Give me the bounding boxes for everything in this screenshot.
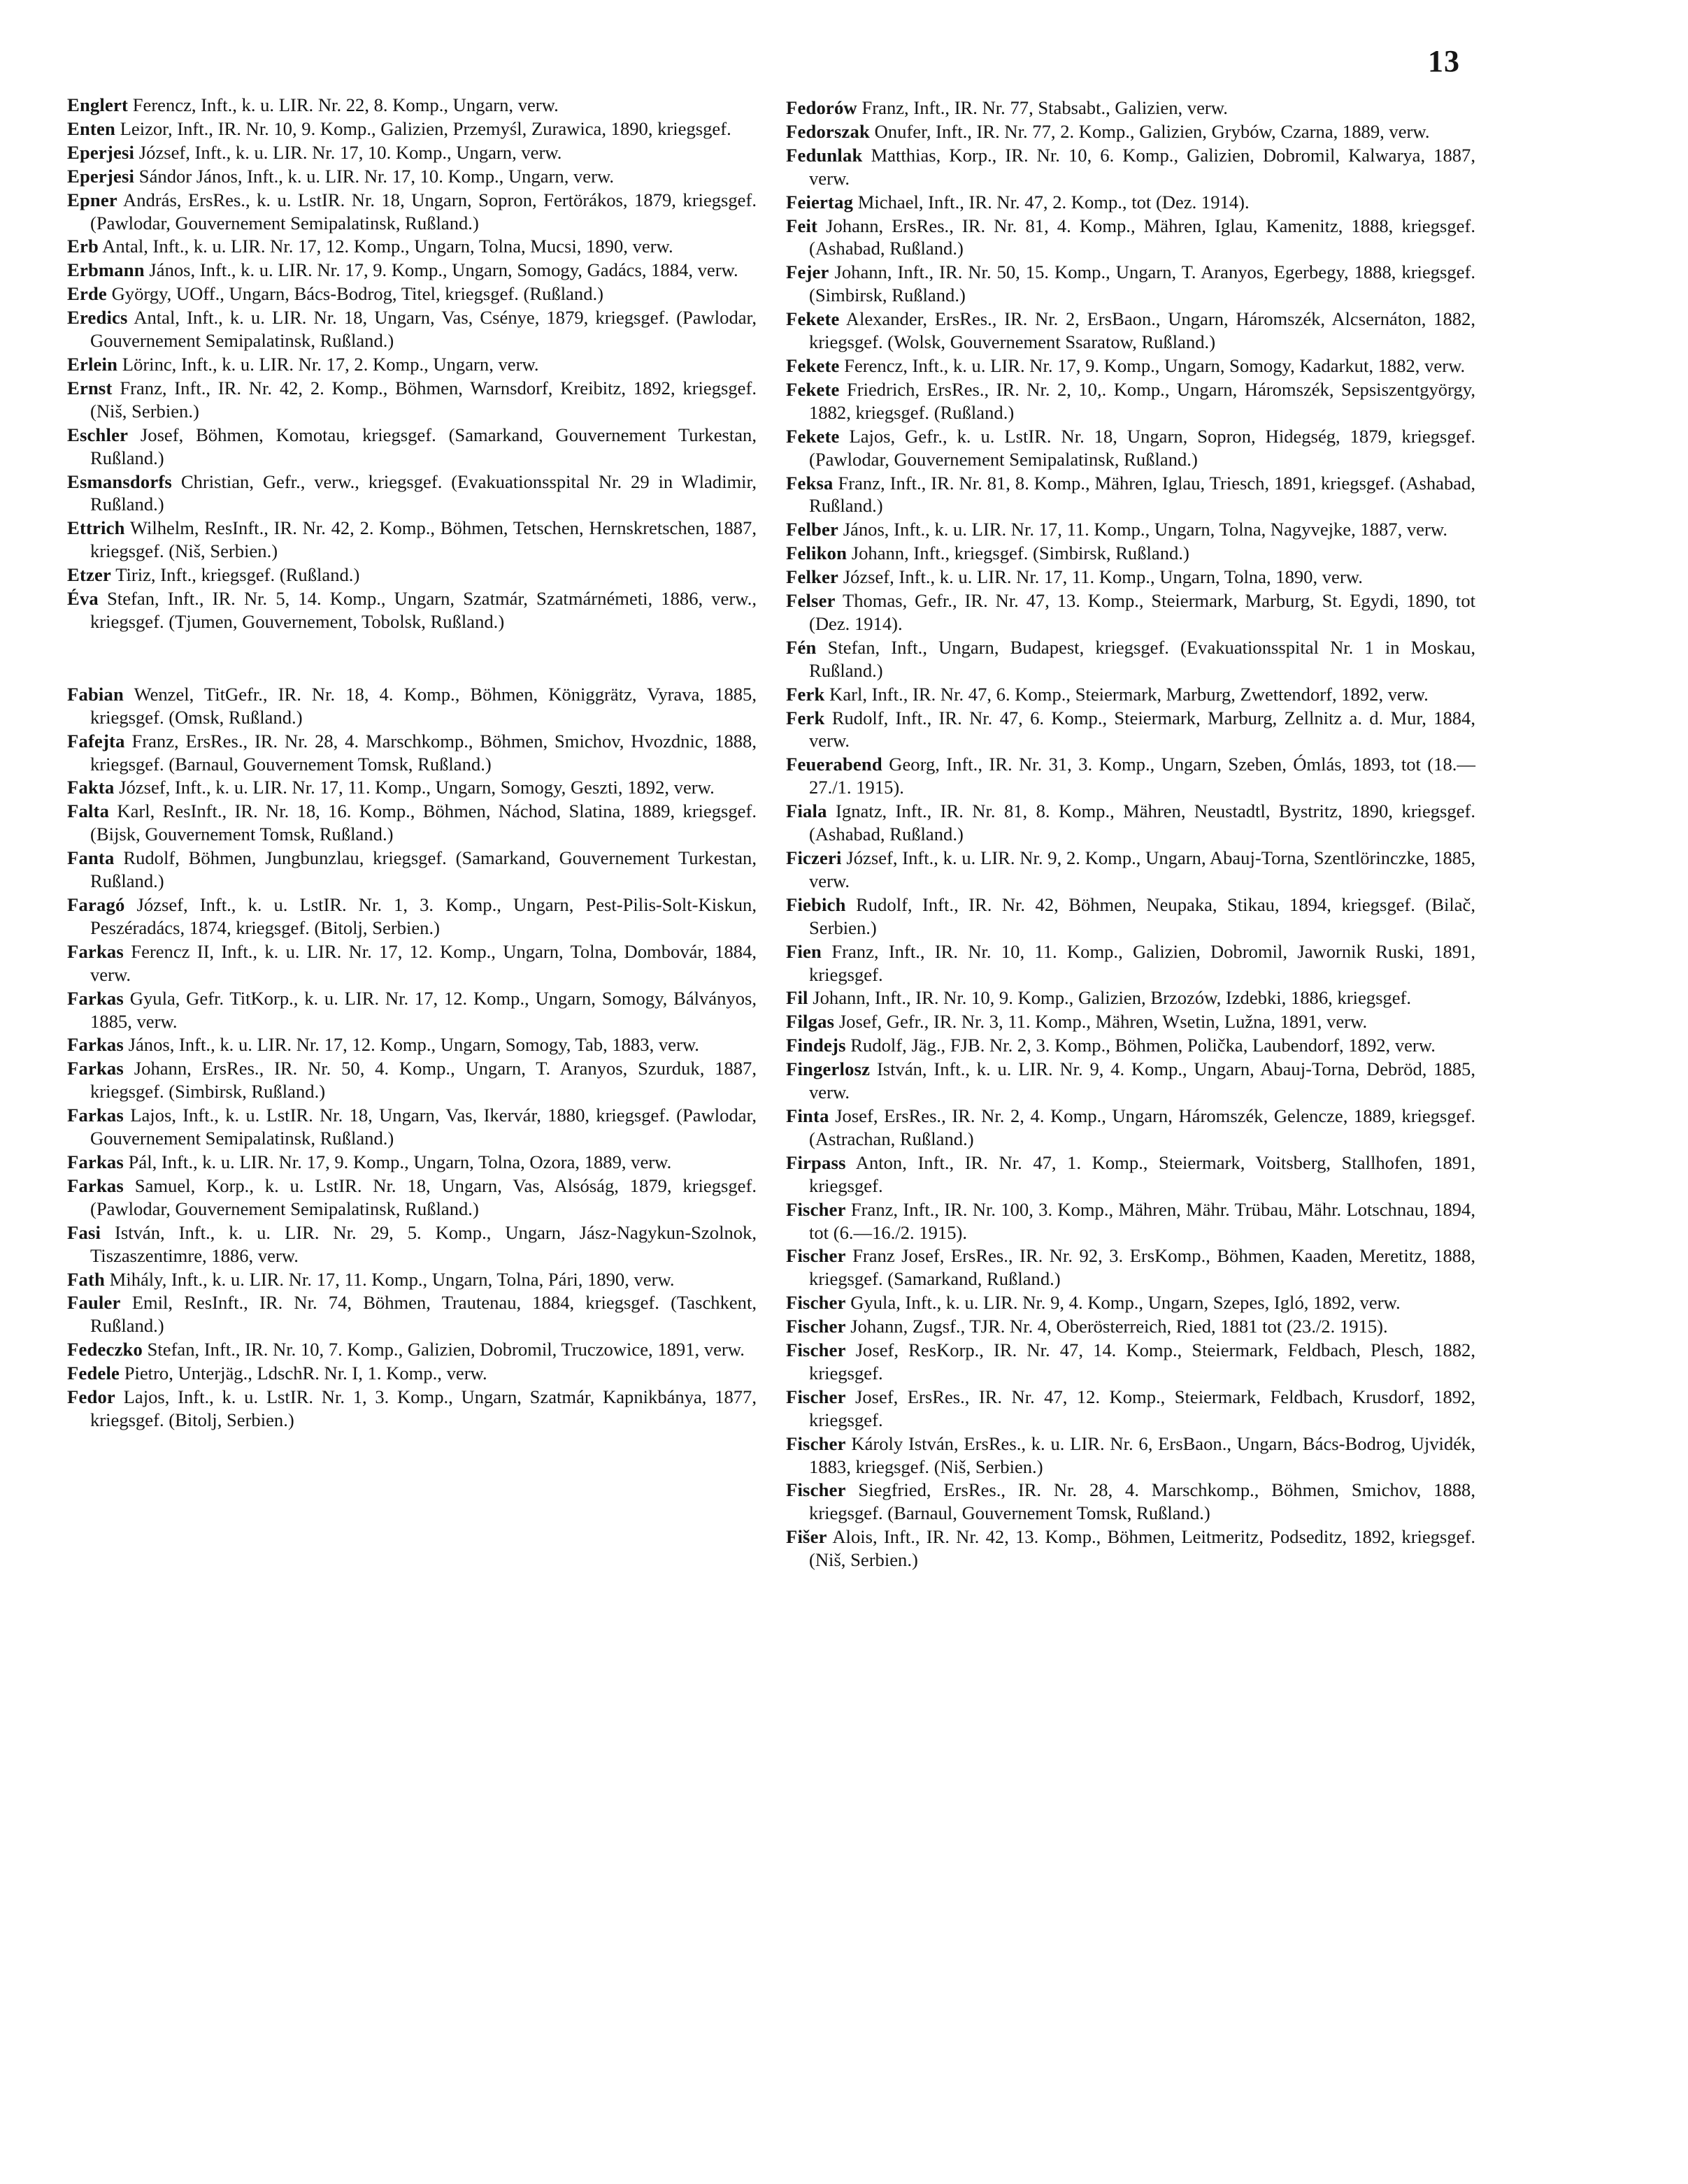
register-entry <box>786 986 1475 1010</box>
register-entry <box>786 215 1475 261</box>
register-entry <box>67 353 757 376</box>
entry-details: Leizor, Inft., IR. Nr. 10, 9. Komp., Galizien, Przemyśl, Zurawica, 1890, kriegsgef. <box>120 117 731 139</box>
register-entry <box>67 1291 757 1337</box>
entry-details: Josef, Böhmen, Komotau, kriegsgef. (Samarkand, Gouvernement Turkestan, Rußland.) <box>90 424 757 468</box>
entry-details: György, UOff., Ungarn, Bács-Bodrog, Titel, kriegsgef. (Rußland.) <box>111 283 604 305</box>
entry-surname: Fauler <box>67 1292 121 1314</box>
register-entry <box>786 354 1475 378</box>
register-entry <box>786 753 1475 799</box>
entry-details: Rudolf, Böhmen, Jungbunzlau, kriegsgef. (Samarkand, Gouvernement Turkestan, Rußland.) <box>90 847 757 892</box>
entry-details: Lajos, Gefr., k. u. LstIR. Nr. 18, Ungarn, Sopron, Hidegség, 1879, kriegsgef. (Pawlodar, Gouvernement Semipalatinsk, Rußland.) <box>809 425 1475 470</box>
entry-surname: Felikon <box>786 543 847 564</box>
entry-surname: Éva <box>67 588 99 610</box>
entry-details: János, Inft., k. u. LIR. Nr. 17, 9. Komp., Ungarn, Somogy, Gadács, 1884, verw. <box>149 259 738 281</box>
entry-surname: Eschler <box>67 424 129 445</box>
entry-surname: Fien <box>786 940 822 962</box>
register-entry <box>67 259 757 282</box>
entry-surname: Erlein <box>67 353 118 375</box>
entry-surname: Fekete <box>786 308 840 330</box>
register-entry <box>786 800 1475 846</box>
entry-details: Tiriz, Inft., kriegsgef. (Rußland.) <box>115 564 360 586</box>
entry-details: Karl, ResInft., IR. Nr. 18, 16. Komp., Böhmen, Náchod, Slatina, 1889, kriegsgef. (Bijsk, Gouvernement Tomsk, Rußland.) <box>90 800 757 845</box>
entry-surname: Fabian <box>67 683 124 705</box>
register-entry <box>67 987 757 1033</box>
register-entry <box>67 94 757 117</box>
register-entry <box>786 120 1475 143</box>
entry-details: István, Inft., k. u. LIR. Nr. 9, 4. Komp., Ungarn, Abauj-Torna, Debröd, 1885, verw. <box>809 1058 1475 1103</box>
register-entry <box>786 425 1475 471</box>
entry-details: Alexander, ErsRes., IR. Nr. 2, ErsBaon., Ungarn, Háromszék, Alcsernáton, 1882, kriegsgef. (Wolsk, Gouvernement Ssaratow, Rußland.) <box>809 308 1475 353</box>
register-entry <box>67 587 757 633</box>
entry-surname: Fejer <box>786 261 829 283</box>
entry-details: Josef, ErsRes., IR. Nr. 47, 12. Komp., Steiermark, Feldbach, Krusdorf, 1892, kriegsgef. <box>809 1386 1475 1430</box>
entry-surname: Fath <box>67 1268 105 1290</box>
register-entry <box>67 940 757 986</box>
entry-details: Friedrich, ErsRes., IR. Nr. 2, 10,. Komp., Ungarn, Háromszék, Sepsiszentgyörgy, 1882, kriegsgef. (Rußland.) <box>809 378 1475 423</box>
entry-details: Lajos, Inft., k. u. LstIR. Nr. 1, 3. Komp., Ungarn, Szatmár, Kapnikbánya, 1877, kriegsgef. (Bitolj, Serbien.) <box>90 1386 757 1430</box>
right-entries <box>786 96 1475 1572</box>
entry-surname: Firpass <box>786 1151 846 1173</box>
register-entry <box>67 235 757 258</box>
entry-surname: Fischer <box>786 1339 846 1361</box>
register-entry <box>786 542 1475 565</box>
entry-details: Johann, Inft., IR. Nr. 50, 15. Komp., Ungarn, T. Aranyos, Egerbegy, 1888, kriegsgef. (Simbirsk, Rußland.) <box>809 261 1475 306</box>
register-entry <box>67 1174 757 1221</box>
register-entry <box>67 1362 757 1385</box>
entry-details: Thomas, Gefr., IR. Nr. 47, 13. Komp., Steiermark, Marburg, St. Egydi, 1890, tot (Dez. 1914). <box>809 590 1476 634</box>
entry-surname: Feit <box>786 215 818 236</box>
entry-surname: Fafejta <box>67 730 125 752</box>
entry-surname: Fedele <box>67 1363 120 1384</box>
register-entry <box>67 517 757 563</box>
entry-details: Franz, Inft., IR. Nr. 100, 3. Komp., Mähren, Mähr. Trübau, Mähr. Lotschnau, 1894, tot (6.—16./2. 1915). <box>809 1198 1475 1243</box>
entry-details: József, Inft., k. u. LIR. Nr. 17, 10. Komp., Ungarn, verw. <box>138 141 562 163</box>
register-entry <box>67 1104 757 1150</box>
entry-surname: Englert <box>67 94 129 115</box>
entry-surname: Farkas <box>67 1151 124 1172</box>
entry-surname: Fedunlak <box>786 144 863 166</box>
entry-details: Ferencz II, Inft., k. u. LIR. Nr. 17, 12. Komp., Ungarn, Tolna, Dombovár, 1884, verw. <box>90 940 757 985</box>
entry-details: János, Inft., k. u. LIR. Nr. 17, 12. Komp., Ungarn, Somogy, Tab, 1883, verw. <box>128 1034 699 1056</box>
register-entry <box>67 1221 757 1267</box>
register-entry <box>67 117 757 141</box>
register-entry <box>67 189 757 235</box>
entry-details: Alois, Inft., IR. Nr. 42, 13. Komp., Böhmen, Leitmeritz, Podseditz, 1892, kriegsgef. (Niš, Serbien.) <box>809 1526 1476 1571</box>
entry-surname: Farkas <box>67 1034 124 1056</box>
entry-details: Georg, Inft., IR. Nr. 31, 3. Komp., Ungarn, Szeben, Ómlás, 1893, tot (18.—27./1. 1915). <box>809 754 1475 798</box>
entry-details: József, Inft., k. u. LIR. Nr. 9, 2. Komp., Ungarn, Abauj-Torna, Szentlörinczke, 1885, verw. <box>809 847 1475 891</box>
entry-surname: Fischer <box>786 1432 846 1454</box>
entry-details: Josef, ErsRes., IR. Nr. 2, 4. Komp., Ungarn, Háromszék, Gelencze, 1889, kriegsgef. (Astrachan, Rußland.) <box>809 1105 1475 1149</box>
entry-details: Rudolf, Jäg., FJB. Nr. 2, 3. Komp., Böhmen, Polička, Laubendorf, 1892, verw. <box>850 1035 1436 1056</box>
entry-surname: Fén <box>786 636 817 658</box>
register-entry <box>67 730 757 776</box>
entry-details: Franz, Inft., IR. Nr. 42, 2. Komp., Böhmen, Warnsdorf, Kreibitz, 1892, kriegsgef. (Niš, Serbien.) <box>90 377 757 422</box>
left-e-entries <box>67 94 757 633</box>
entry-surname: Eredics <box>67 307 128 329</box>
entry-details: Josef, Gefr., IR. Nr. 3, 11. Komp., Mähren, Wsetin, Lužna, 1891, verw. <box>838 1011 1368 1033</box>
register-entry <box>67 1057 757 1103</box>
entry-surname: Faragó <box>67 894 125 915</box>
entry-details: Franz, Inft., IR. Nr. 77, Stabsabt., Galizien, verw. <box>861 97 1228 118</box>
entry-surname: Ficzeri <box>786 847 842 868</box>
entry-details: Michael, Inft., IR. Nr. 47, 2. Komp., tot (Dez. 1914). <box>857 191 1250 213</box>
entry-surname: Felber <box>786 519 839 540</box>
register-entry <box>786 636 1475 682</box>
left-f-entries <box>67 683 757 1432</box>
entry-surname: Ernst <box>67 377 113 398</box>
register-entry <box>786 893 1475 940</box>
entry-surname: Finta <box>786 1105 829 1126</box>
left-column <box>67 94 757 1432</box>
register-entry <box>67 847 757 893</box>
entry-surname: Fedorszak <box>786 120 870 142</box>
entry-surname: Fekete <box>786 425 840 447</box>
section-gap <box>67 634 757 683</box>
entry-surname: Fedeczko <box>67 1339 143 1360</box>
entry-details: József, Inft., k. u. LIR. Nr. 17, 11. Komp., Ungarn, Somogy, Geszti, 1892, verw. <box>119 777 715 798</box>
entry-surname: Felser <box>786 590 836 612</box>
entry-surname: Erde <box>67 283 107 305</box>
register-entry <box>786 683 1475 706</box>
register-entry <box>67 306 757 352</box>
entry-surname: Esmansdorfs <box>67 470 172 492</box>
register-entry <box>67 1268 757 1291</box>
entry-details: Sándor János, Inft., k. u. LIR. Nr. 17, 10. Komp., Ungarn, verw. <box>138 165 615 187</box>
entry-details: Ignatz, Inft., IR. Nr. 81, 8. Komp., Mähren, Neustadtl, Bystritz, 1890, kriegsgef. (Ashabad, Rußland.) <box>809 800 1475 845</box>
register-entry <box>786 1432 1475 1479</box>
entry-details: Mihály, Inft., k. u. LIR. Nr. 17, 11. Komp., Ungarn, Tolna, Pári, 1890, verw. <box>109 1268 675 1290</box>
entry-surname: Fakta <box>67 777 115 798</box>
register-entry <box>67 377 757 423</box>
register-entry <box>786 261 1475 307</box>
entry-surname: Etzer <box>67 564 112 586</box>
register-entry <box>786 1479 1475 1525</box>
entry-details: Wilhelm, ResInft., IR. Nr. 42, 2. Komp., Böhmen, Tetschen, Hernskretschen, 1887, kriegsgef. (Niš, Serbien.) <box>90 517 757 562</box>
entry-surname: Enten <box>67 117 115 139</box>
entry-details: Johann, Inft., IR. Nr. 10, 9. Komp., Galizien, Brzozów, Izdebki, 1886, kriegsgef. <box>813 987 1412 1009</box>
entry-surname: Filgas <box>786 1011 835 1033</box>
entry-details: Emil, ResInft., IR. Nr. 74, Böhmen, Trautenau, 1884, kriegsgef. (Taschkent, Rußland.) <box>90 1292 757 1337</box>
entry-surname: Erb <box>67 236 99 257</box>
entry-details: Anton, Inft., IR. Nr. 47, 1. Komp., Steiermark, Voitsberg, Stallhofen, 1891, kriegsgef. <box>809 1151 1475 1196</box>
register-entry <box>786 308 1475 354</box>
register-entry <box>67 776 757 799</box>
register-entry <box>786 1291 1475 1314</box>
entry-details: Lörinc, Inft., k. u. LIR. Nr. 17, 2. Komp., Ungarn, verw. <box>122 353 539 375</box>
entry-details: Ferencz, Inft., k. u. LIR. Nr. 17, 9. Komp., Ungarn, Somogy, Kadarkut, 1882, verw. <box>844 354 1466 376</box>
register-entry <box>786 566 1475 589</box>
entry-details: Samuel, Korp., k. u. LstIR. Nr. 18, Ungarn, Vas, Alsóság, 1879, kriegsgef. (Pawlodar, Gouvernement Semipalatinsk, Rußland.) <box>90 1174 757 1219</box>
entry-surname: Fekete <box>786 378 840 400</box>
register-entry <box>786 1525 1475 1572</box>
register-entry <box>786 707 1475 753</box>
register-entry <box>786 472 1475 518</box>
entry-details: Wenzel, TitGefr., IR. Nr. 18, 4. Komp., Böhmen, Königgrätz, Vyrava, 1885, kriegsgef. (Omsk, Rußland.) <box>90 683 757 728</box>
register-entry <box>67 424 757 470</box>
entry-surname: Ferk <box>786 683 825 705</box>
entry-details: Pietro, Unterjäg., LdschR. Nr. I, 1. Komp., verw. <box>124 1363 487 1384</box>
register-entry <box>786 518 1475 541</box>
register-entry <box>786 1198 1475 1244</box>
entry-details: József, Inft., k. u. LIR. Nr. 17, 11. Komp., Ungarn, Tolna, 1890, verw. <box>843 566 1363 588</box>
register-entry <box>786 191 1475 214</box>
entry-details: Franz, Inft., IR. Nr. 81, 8. Komp., Mähren, Iglau, Triesch, 1891, kriegsgef. (Ashabad, Rußland.) <box>809 472 1475 517</box>
register-entry <box>67 141 757 164</box>
entry-surname: Fischer <box>786 1479 846 1501</box>
register-entry <box>67 800 757 846</box>
entry-surname: Ferk <box>786 707 825 728</box>
register-entry <box>786 1339 1475 1385</box>
entry-details: Lajos, Inft., k. u. LstIR. Nr. 18, Ungarn, Vas, Ikervár, 1880, kriegsgef. (Pawlodar, Gouvernement Semipalatinsk, Rußland.) <box>90 1105 757 1149</box>
entry-surname: Farkas <box>67 1058 124 1079</box>
entry-details: András, ErsRes., k. u. LstIR. Nr. 18, Ungarn, Sopron, Fertörákos, 1879, kriegsgef. (Pawlodar, Gouvernement Semipalatinsk, Rußland.) <box>90 189 757 234</box>
entry-details: Christian, Gefr., verw., kriegsgef. (Evakuationsspital Nr. 29 in Wladimir, Rußland.) <box>90 470 757 515</box>
register-entry <box>67 1338 757 1361</box>
entry-surname: Fiebich <box>786 893 846 915</box>
entry-surname: Farkas <box>67 1174 124 1196</box>
entry-details: Siegfried, ErsRes., IR. Nr. 28, 4. Marschkomp., Böhmen, Smichov, 1888, kriegsgef. (Barnaul, Gouvernement Tomsk, Rußland.) <box>809 1479 1475 1524</box>
entry-details: Pál, Inft., k. u. LIR. Nr. 17, 9. Komp., Ungarn, Tolna, Ozora, 1889, verw. <box>128 1151 672 1172</box>
register-entry <box>67 165 757 188</box>
entry-surname: Fiala <box>786 800 827 822</box>
entry-surname: Fischer <box>786 1316 846 1337</box>
entry-details: Stefan, Inft., IR. Nr. 10, 7. Komp., Galizien, Dobromil, Truczowice, 1891, verw. <box>147 1339 745 1360</box>
register-entry <box>786 1058 1475 1104</box>
entry-details: Franz Josef, ErsRes., IR. Nr. 92, 3. ErsKomp., Böhmen, Kaaden, Meretitz, 1888, kriegsgef. (Samarkand, Rußland.) <box>809 1245 1475 1290</box>
entry-details: József, Inft., k. u. LstIR. Nr. 1, 3. Komp., Ungarn, Pest-Pilis-Solt-Kiskun, Peszéradács, 1874, kriegsgef. (Bitolj, Serbien.) <box>90 894 757 938</box>
entry-surname: Epner <box>67 189 117 210</box>
register-entry <box>67 893 757 940</box>
entry-details: Johann, Zugsf., TJR. Nr. 4, Oberösterreich, Ried, 1881 tot (23./2. 1915). <box>850 1316 1388 1337</box>
register-entry <box>67 1386 757 1432</box>
entry-surname: Erbmann <box>67 259 145 281</box>
entry-details: Rudolf, Inft., IR. Nr. 47, 6. Komp., Steiermark, Marburg, Zellnitz a. d. Mur, 1884, verw. <box>809 707 1475 752</box>
register-entry <box>67 282 757 306</box>
register-entry <box>786 96 1475 120</box>
page-number: 13 <box>1428 44 1460 78</box>
entry-surname: Fedorów <box>786 97 857 118</box>
entry-details: Antal, Inft., k. u. LIR. Nr. 18, Ungarn, Vas, Csénye, 1879, kriegsgef. (Pawlodar, Gouvernement Semipalatinsk, Rußland.) <box>90 307 757 352</box>
entry-surname: Fekete <box>786 354 840 376</box>
entry-surname: Felker <box>786 566 839 588</box>
register-entry <box>786 940 1475 986</box>
entry-surname: Fingerlosz <box>786 1058 871 1080</box>
register-entry <box>786 1386 1475 1432</box>
entry-surname: Fedor <box>67 1386 115 1408</box>
entry-details: Rudolf, Inft., IR. Nr. 42, Böhmen, Neupaka, Stikau, 1894, kriegsgef. (Bilač, Serbien.) <box>809 893 1475 938</box>
entry-details: Franz, Inft., IR. Nr. 10, 11. Komp., Galizien, Dobromil, Jawornik Ruski, 1891, kriegsgef. <box>809 940 1475 985</box>
register-entry <box>67 1151 757 1174</box>
entry-details: Károly István, ErsRes., k. u. LIR. Nr. 6, ErsBaon., Ungarn, Bács-Bodrog, Ujvidék, 1883, kriegsgef. (Niš, Serbien.) <box>809 1432 1475 1477</box>
register-entry <box>67 1033 757 1056</box>
entry-details: Johann, ErsRes., IR. Nr. 81, 4. Komp., Mähren, Iglau, Kamenitz, 1888, kriegsgef. (Ashabad, Rußland.) <box>809 215 1475 259</box>
register-entry <box>786 144 1475 190</box>
entry-surname: Fanta <box>67 847 115 869</box>
entry-details: Onufer, Inft., IR. Nr. 77, 2. Komp., Galizien, Grybów, Czarna, 1889, verw. <box>874 120 1430 142</box>
entry-surname: Feksa <box>786 472 834 494</box>
register-entry <box>67 470 757 517</box>
entry-surname: Falta <box>67 800 110 822</box>
entry-surname: Ettrich <box>67 517 125 539</box>
entry-details: Stefan, Inft., IR. Nr. 5, 14. Komp., Ungarn, Szatmár, Szatmárnémeti, 1886, verw., kriegsgef. (Tjumen, Gouvernement, Tobolsk, Rußland.) <box>90 588 757 632</box>
entry-surname: Feiertag <box>786 191 854 213</box>
register-entry <box>786 847 1475 893</box>
entry-details: Karl, Inft., IR. Nr. 47, 6. Komp., Steiermark, Marburg, Zwettendorf, 1892, verw. <box>829 683 1429 705</box>
entry-surname: Fischer <box>786 1198 846 1220</box>
register-entry <box>786 1034 1475 1057</box>
entry-surname: Fišer <box>786 1526 827 1548</box>
entry-surname: Fasi <box>67 1221 101 1243</box>
entry-surname: Feuerabend <box>786 754 882 775</box>
entry-surname: Fischer <box>786 1245 846 1267</box>
entry-details: Stefan, Inft., Ungarn, Budapest, kriegsgef. (Evakuationsspital Nr. 1 in Moskau, Rußland.) <box>809 636 1475 681</box>
entry-details: Josef, ResKorp., IR. Nr. 47, 14. Komp., Steiermark, Feldbach, Plesch, 1882, kriegsgef. <box>809 1339 1475 1384</box>
entry-details: Matthias, Korp., IR. Nr. 10, 6. Komp., Galizien, Dobromil, Kalwarya, 1887, verw. <box>809 144 1475 189</box>
register-entry <box>786 589 1475 635</box>
entry-details: Franz, ErsRes., IR. Nr. 28, 4. Marschkomp., Böhmen, Smichov, Hvozdnic, 1888, kriegsgef. (Barnaul, Gouvernement Tomsk, Rußland.) <box>90 730 757 775</box>
register-entry <box>786 1010 1475 1033</box>
register-entry <box>786 378 1475 424</box>
register-entry <box>786 1105 1475 1151</box>
entry-surname: Fil <box>786 987 808 1009</box>
right-column <box>786 96 1475 1572</box>
entry-details: Ferencz, Inft., k. u. LIR. Nr. 22, 8. Komp., Ungarn, verw. <box>132 94 559 115</box>
register-entry <box>786 1244 1475 1291</box>
entry-surname: Farkas <box>67 940 124 962</box>
entry-surname: Farkas <box>67 1105 124 1126</box>
register-entry <box>786 1151 1475 1198</box>
entry-surname: Eperjesi <box>67 141 135 163</box>
entry-surname: Findejs <box>786 1035 846 1056</box>
entry-surname: Eperjesi <box>67 165 135 187</box>
entry-details: Johann, ErsRes., IR. Nr. 50, 4. Komp., Ungarn, T. Aranyos, Szurduk, 1887, kriegsgef. (Simbirsk, Rußland.) <box>90 1058 757 1102</box>
entry-details: Gyula, Inft., k. u. LIR. Nr. 9, 4. Komp., Ungarn, Szepes, Igló, 1892, verw. <box>850 1292 1401 1314</box>
entry-details: János, Inft., k. u. LIR. Nr. 17, 11. Komp., Ungarn, Tolna, Nagyvejke, 1887, verw. <box>843 519 1447 540</box>
entry-surname: Farkas <box>67 987 124 1009</box>
entry-details: Antal, Inft., k. u. LIR. Nr. 17, 12. Komp., Ungarn, Tolna, Mucsi, 1890, verw. <box>102 236 673 257</box>
entry-details: Gyula, Gefr. TitKorp., k. u. LIR. Nr. 17, 12. Komp., Ungarn, Somogy, Bálványos, 1885, verw. <box>90 987 757 1032</box>
entry-surname: Fischer <box>786 1386 846 1407</box>
register-entry <box>67 563 757 587</box>
register-entry <box>786 1315 1475 1338</box>
register-entry <box>67 683 757 729</box>
entry-details: István, Inft., k. u. LIR. Nr. 29, 5. Komp., Ungarn, Jász-Nagykun-Szolnok, Tiszaszentimre, 1886, verw. <box>90 1221 757 1266</box>
entry-surname: Fischer <box>786 1292 846 1314</box>
entry-details: Johann, Inft., kriegsgef. (Simbirsk, Rußland.) <box>851 543 1189 564</box>
